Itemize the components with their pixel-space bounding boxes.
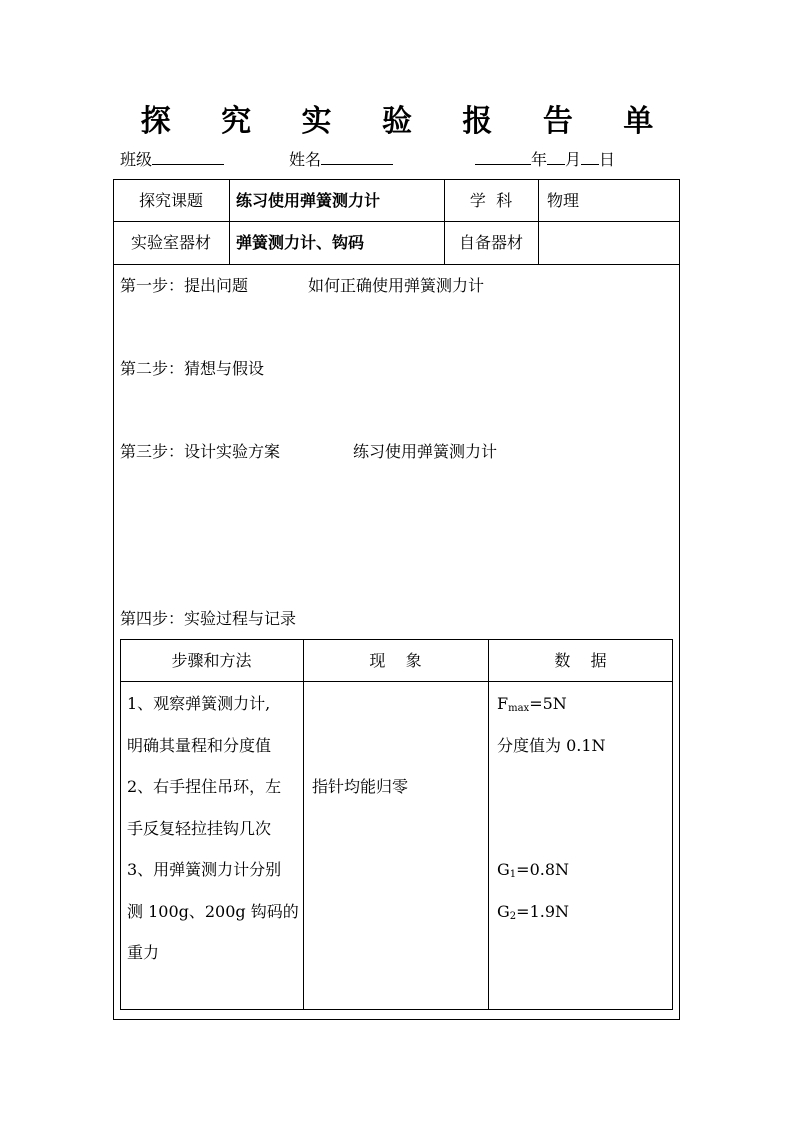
subject-label: 学 科 xyxy=(469,191,513,210)
name-blank[interactable] xyxy=(321,148,393,165)
g2-subscript: 2 xyxy=(509,911,517,922)
day-label: 日 xyxy=(599,150,616,169)
record-header-phenomenon: 现 象 xyxy=(369,651,422,670)
page-title: 探 究 实 验 报 告 单 xyxy=(140,104,674,139)
class-blank[interactable] xyxy=(152,148,224,165)
g1-value: =0.8N xyxy=(516,860,570,879)
month-blank[interactable] xyxy=(547,148,565,165)
data-g1 xyxy=(497,860,569,880)
name-field xyxy=(289,148,393,171)
step1-value: 如何正确使用弹簧测力计 xyxy=(308,276,485,295)
class-field xyxy=(120,148,224,171)
step3-label: 第三步：设计实验方案 xyxy=(120,442,281,461)
lab-equipment-value: 弹簧测力计、钩码 xyxy=(236,233,365,252)
record-column-divider xyxy=(488,639,489,1010)
phenomenon-text: 指针均能归零 xyxy=(312,777,409,796)
data-fmax xyxy=(497,694,567,714)
record-header-method: 步骤和方法 xyxy=(171,651,252,670)
column-divider xyxy=(538,179,539,264)
day-blank[interactable] xyxy=(581,148,599,165)
topic-label: 探究课题 xyxy=(138,191,203,210)
g2-symbol: G xyxy=(497,902,510,921)
method-line: 3、用弹簧测力计分别 xyxy=(127,860,282,879)
month-label: 月 xyxy=(565,150,582,169)
topic-value: 练习使用弹簧测力计 xyxy=(236,191,381,210)
year-label: 年 xyxy=(531,150,548,169)
step4-label: 第四步：实验过程与记录 xyxy=(120,609,297,628)
data-g2 xyxy=(497,902,569,922)
name-label: 姓名 xyxy=(289,150,322,169)
record-header-data: 数 据 xyxy=(554,651,607,670)
method-line: 重力 xyxy=(127,943,160,962)
step1-label: 第一步：提出问题 xyxy=(120,276,249,295)
method-line: 1、观察弹簧测力计, xyxy=(127,694,271,713)
fmax-value: =5N xyxy=(529,694,567,713)
g2-value: =1.9N xyxy=(516,902,570,921)
method-line: 明确其量程和分度值 xyxy=(127,736,272,755)
row-divider xyxy=(113,264,680,265)
method-line: 测 100g、200g 钩码的 xyxy=(127,902,299,921)
method-line: 2、右手捏住吊环，左 xyxy=(127,777,282,796)
year-blank[interactable] xyxy=(475,148,531,165)
method-line: 手反复轻拉挂钩几次 xyxy=(127,819,272,838)
step2-label: 第二步：猜想与假设 xyxy=(120,359,265,378)
column-divider xyxy=(229,179,230,264)
date-field xyxy=(475,148,615,171)
fmax-symbol: F xyxy=(497,694,509,713)
g1-symbol: G xyxy=(497,860,510,879)
data-division: 分度值为 0.1N xyxy=(497,736,606,755)
row-divider xyxy=(113,221,680,222)
class-label: 班级 xyxy=(120,150,153,169)
subject-value: 物理 xyxy=(547,191,580,210)
fmax-subscript: max xyxy=(508,703,530,714)
g1-subscript: 1 xyxy=(509,869,517,880)
own-equipment-label: 自备器材 xyxy=(458,233,523,252)
step3-value: 练习使用弹簧测力计 xyxy=(353,442,498,461)
record-column-divider xyxy=(303,639,304,1010)
lab-equipment-label: 实验室器材 xyxy=(130,233,211,252)
record-header-divider xyxy=(120,681,673,682)
